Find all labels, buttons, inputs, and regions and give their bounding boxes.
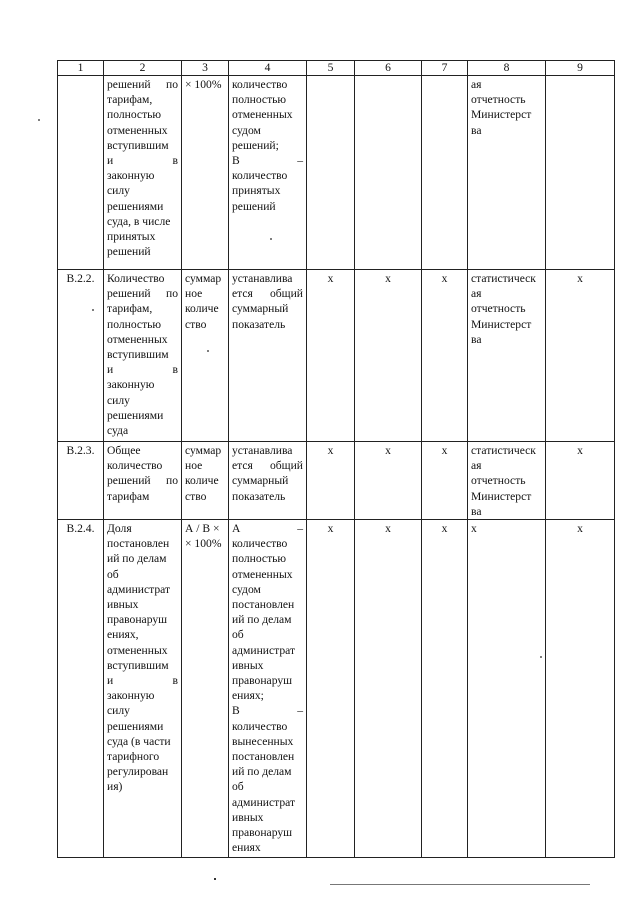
cell-line: количе <box>185 302 219 316</box>
cell-line: полностью <box>107 108 162 122</box>
cell-line: ва <box>471 332 482 346</box>
formula-cell <box>182 520 229 858</box>
indicator-name-cell <box>104 442 182 520</box>
cell-line: ное <box>185 459 203 473</box>
cell-line: постановлен <box>232 598 295 612</box>
col5-cell: х <box>307 270 355 442</box>
cell-line: ениях <box>232 841 261 855</box>
cell-line <box>107 77 178 92</box>
col6-cell: х <box>355 520 422 858</box>
cell-word: в <box>172 674 178 688</box>
source-cell <box>468 442 546 520</box>
description-cell <box>229 442 307 520</box>
header-cell-7: 7 <box>422 61 468 76</box>
col5-cell <box>307 76 355 270</box>
cell-line <box>107 673 178 688</box>
cell-line <box>107 153 178 168</box>
scan-speck <box>92 309 94 311</box>
cell-word: В <box>232 154 240 168</box>
table-row <box>58 520 615 858</box>
cell-line: судом <box>232 582 261 596</box>
cell-line: тарифам <box>107 489 150 503</box>
cell-word: ется <box>232 287 253 301</box>
cell-line: вступившим <box>107 658 169 672</box>
cell-word: по <box>165 287 178 301</box>
cell-line: отчетность <box>471 302 526 316</box>
cell-line: правонаруш <box>232 674 293 688</box>
cell-line: постановлен <box>107 537 170 551</box>
cell-line: ая <box>471 78 482 91</box>
cell-line: об <box>107 567 119 581</box>
cell-line: количество <box>107 459 163 473</box>
cell-line: суммар <box>185 272 222 285</box>
cell-line: устанавлива <box>232 444 293 457</box>
cell-line: решениями <box>107 199 164 213</box>
cell-line: отчетность <box>471 93 526 107</box>
cell-word: – <box>297 522 303 536</box>
table-body <box>58 61 615 858</box>
cell-line: ий по делам <box>107 552 167 566</box>
col5-cell: х <box>307 442 355 520</box>
scan-speck <box>38 119 40 121</box>
cell-line: отмененных <box>107 643 168 657</box>
cell-word: в <box>172 363 178 377</box>
table-row <box>58 76 615 270</box>
description-cell <box>229 76 307 270</box>
cell-line: принятых <box>232 184 281 198</box>
scan-speck <box>214 878 216 880</box>
cell-line: об <box>232 628 244 642</box>
cell-line: правонаруш <box>107 613 168 627</box>
cell-line: × 100% <box>185 78 222 91</box>
cell-line: регулирован <box>107 765 169 779</box>
cell-line: законную <box>107 689 155 703</box>
cell-line: законную <box>107 169 155 183</box>
col6-cell: х <box>355 270 422 442</box>
cell-line: суда, в числе <box>107 214 171 228</box>
cell-line <box>107 362 178 377</box>
footer-rule <box>330 884 590 885</box>
cell-word: А <box>232 522 241 536</box>
cell-line: ивных <box>107 598 139 612</box>
cell-word: по <box>165 474 178 488</box>
cell-line: ство <box>185 317 207 331</box>
cell-line: полностью <box>232 93 287 107</box>
cell-line: количе <box>185 474 219 488</box>
cell-line: отчетность <box>471 474 526 488</box>
header-cell-1: 1 <box>58 61 104 76</box>
cell-word: решений <box>107 474 151 488</box>
cell-line: суда (в части <box>107 734 171 748</box>
cell-line: ия) <box>107 780 123 794</box>
scan-speck <box>540 656 542 658</box>
cell-line: Министерст <box>471 108 532 122</box>
cell-line: вступившим <box>107 348 169 362</box>
cell-line: статистическ <box>471 272 536 285</box>
cell-line: × 100% <box>185 537 222 551</box>
cell-line: решений <box>232 199 276 213</box>
cell-line: ва <box>471 123 482 137</box>
table-row <box>58 442 615 520</box>
cell-line <box>232 521 303 536</box>
cell-line <box>232 286 303 301</box>
header-cell-5: 5 <box>307 61 355 76</box>
cell-word: общий <box>269 459 303 473</box>
cell-line: отмененных <box>107 123 168 137</box>
formula-cell <box>182 270 229 442</box>
cell-line: ениях; <box>232 689 264 703</box>
col7-cell <box>422 76 468 270</box>
cell-word: решений <box>107 78 151 91</box>
header-cell-8: 8 <box>468 61 546 76</box>
cell-word: и <box>107 363 114 377</box>
cell-word: и <box>107 154 114 168</box>
cell-line: тарифам, <box>107 93 153 107</box>
header-cell-9: 9 <box>546 61 615 76</box>
cell-line: ий по делам <box>232 613 292 627</box>
cell-line: правонаруш <box>232 826 293 840</box>
cell-word: в <box>172 154 178 168</box>
indicator-name-cell <box>104 76 182 270</box>
cell-line: администрат <box>232 643 296 657</box>
col9-cell: х <box>546 520 615 858</box>
cell-line: силу <box>107 184 130 198</box>
cell-line: устанавлива <box>232 272 293 285</box>
cell-line: решений <box>107 245 151 259</box>
cell-word: и <box>107 674 114 688</box>
cell-line: решениями <box>107 408 164 422</box>
table-row <box>58 270 615 442</box>
cell-line <box>107 286 178 301</box>
col7-cell: х <box>422 442 468 520</box>
cell-line: А / В × <box>185 522 220 536</box>
cell-line: отмененных <box>232 567 293 581</box>
cell-line: ивных <box>232 810 264 824</box>
cell-line: суммарный <box>232 302 289 316</box>
cell-line: решениями <box>107 719 164 733</box>
code-cell: В.2.4. <box>58 520 104 858</box>
code-cell <box>58 76 104 270</box>
cell-line <box>232 458 303 473</box>
col9-cell: х <box>546 270 615 442</box>
cell-word: ется <box>232 459 253 473</box>
cell-line: статистическ <box>471 444 536 457</box>
cell-line: отмененных <box>107 332 168 346</box>
cell-line: суммар <box>185 444 222 457</box>
cell-line: вынесенных <box>232 734 294 748</box>
scan-speck <box>207 350 209 352</box>
cell-line: Министерст <box>471 317 532 331</box>
source-cell <box>468 270 546 442</box>
cell-line: Общее <box>107 444 141 457</box>
cell-line: Доля <box>107 522 132 536</box>
cell-line <box>107 473 178 488</box>
cell-line: количество <box>232 537 288 551</box>
formula-cell <box>182 442 229 520</box>
cell-line: х <box>471 522 477 536</box>
header-cell-4: 4 <box>229 61 307 76</box>
cell-line: ство <box>185 489 207 503</box>
col7-cell: х <box>422 520 468 858</box>
cell-word: общий <box>269 287 303 301</box>
cell-word: решений <box>107 287 151 301</box>
cell-line: вступившим <box>107 138 169 152</box>
cell-line: ая <box>471 287 482 301</box>
cell-line: суда <box>107 424 129 438</box>
cell-line: ениях, <box>107 628 139 642</box>
indicators-table <box>57 60 615 858</box>
col5-cell: х <box>307 520 355 858</box>
cell-line: количество <box>232 719 288 733</box>
cell-line: принятых <box>107 230 156 244</box>
formula-cell <box>182 76 229 270</box>
cell-line: количество <box>232 169 288 183</box>
indicator-name-cell <box>104 520 182 858</box>
header-row <box>58 61 615 76</box>
cell-line: полностью <box>107 317 162 331</box>
scan-speck <box>270 238 272 240</box>
code-cell: В.2.2. <box>58 270 104 442</box>
cell-line: решений; <box>232 138 279 152</box>
cell-line: законную <box>107 378 155 392</box>
cell-line: администрат <box>107 582 171 596</box>
cell-line: показатель <box>232 317 286 331</box>
description-cell <box>229 270 307 442</box>
source-cell <box>468 76 546 270</box>
cell-line: тарифного <box>107 750 160 764</box>
cell-word: по <box>165 78 178 91</box>
cell-line: Количество <box>107 272 165 285</box>
cell-line <box>232 153 303 168</box>
header-cell-3: 3 <box>182 61 229 76</box>
cell-word: – <box>297 154 303 168</box>
source-cell <box>468 520 546 858</box>
cell-line: Министерст <box>471 489 532 503</box>
code-cell: В.2.3. <box>58 442 104 520</box>
cell-line: судом <box>232 123 261 137</box>
cell-line: силу <box>107 393 130 407</box>
indicator-name-cell <box>104 270 182 442</box>
cell-line: администрат <box>232 795 296 809</box>
cell-line: ивных <box>232 658 264 672</box>
cell-line: ное <box>185 287 203 301</box>
cell-line: суммарный <box>232 474 289 488</box>
cell-word: – <box>297 704 303 718</box>
cell-line: ий по делам <box>232 765 292 779</box>
header-cell-2: 2 <box>104 61 182 76</box>
cell-line: полностью <box>232 552 287 566</box>
cell-line: постановлен <box>232 750 295 764</box>
cell-line: силу <box>107 704 130 718</box>
col6-cell: х <box>355 442 422 520</box>
cell-line: отмененных <box>232 108 293 122</box>
description-cell <box>229 520 307 858</box>
cell-line: количество <box>232 78 288 91</box>
col9-cell: х <box>546 442 615 520</box>
col6-cell <box>355 76 422 270</box>
cell-line: показатель <box>232 489 286 503</box>
cell-line: тарифам, <box>107 302 153 316</box>
cell-line: ва <box>471 504 482 518</box>
cell-line: об <box>232 780 244 794</box>
header-cell-6: 6 <box>355 61 422 76</box>
col9-cell <box>546 76 615 270</box>
cell-line <box>232 703 303 718</box>
cell-word: В <box>232 704 240 718</box>
cell-line: ая <box>471 459 482 473</box>
col7-cell: х <box>422 270 468 442</box>
